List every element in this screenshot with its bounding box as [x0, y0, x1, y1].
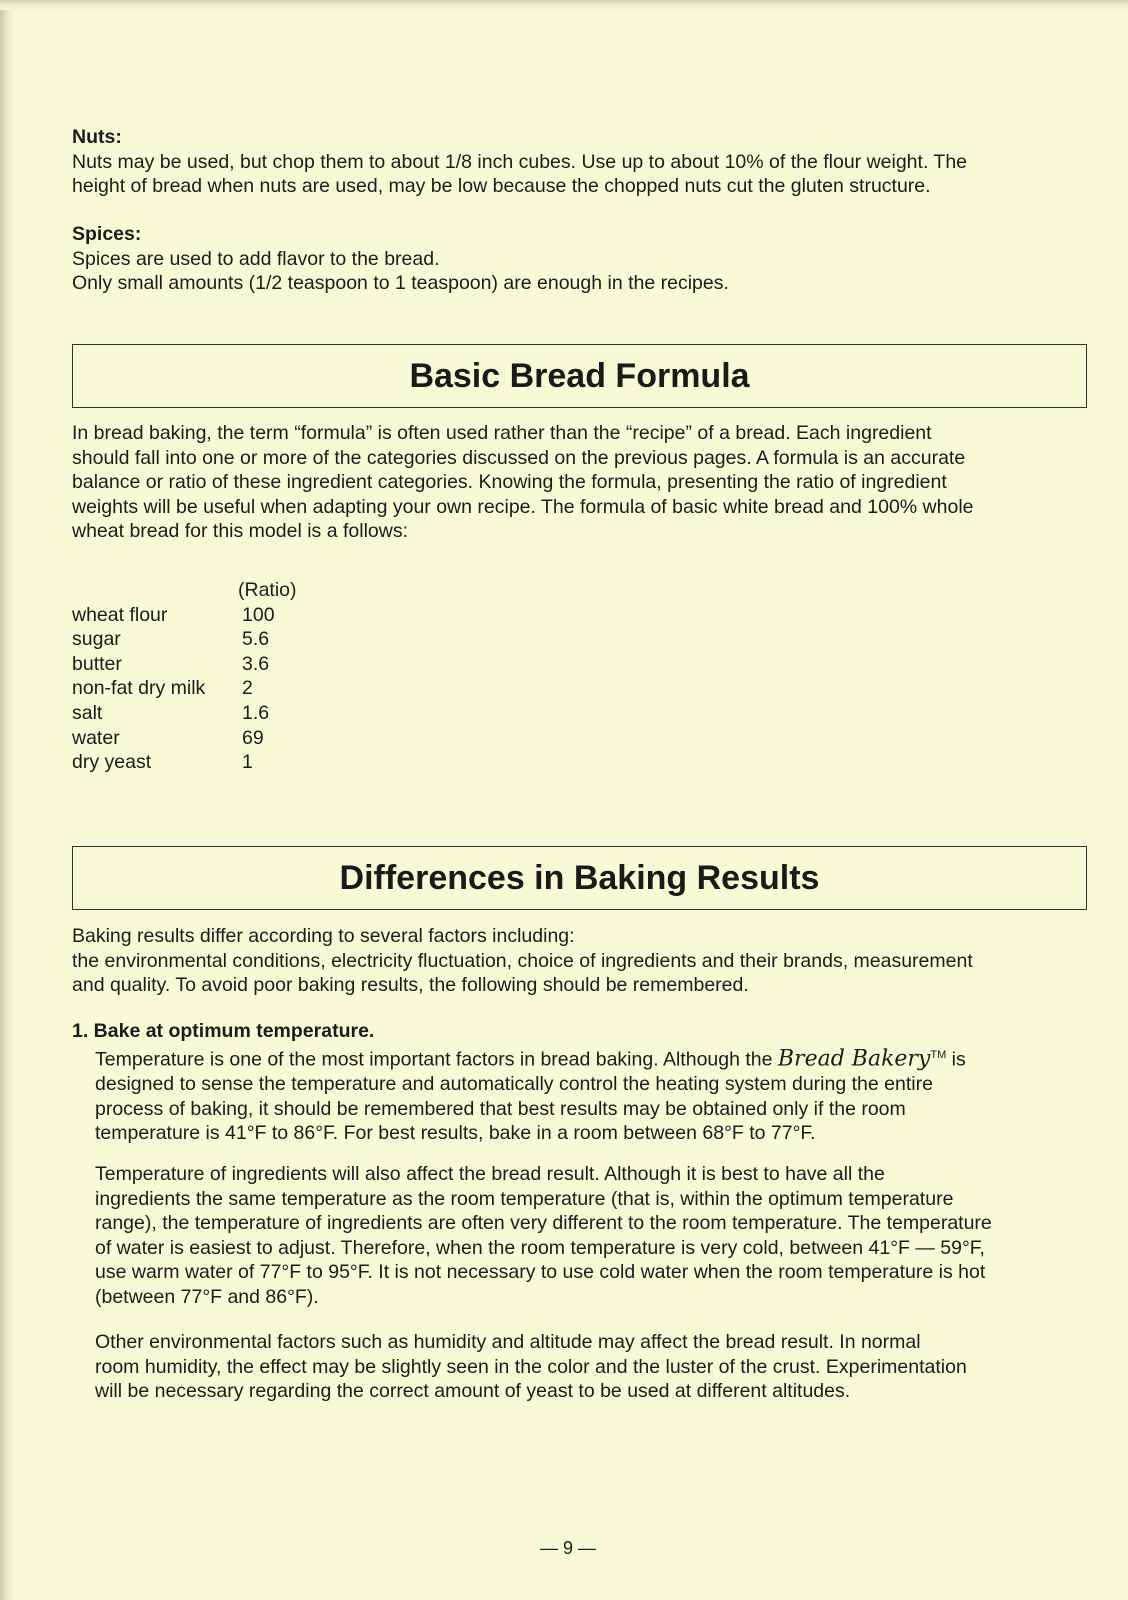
formula-line: weights will be useful when adapting your own recipe. The formula of basic white bread and 100% whole: [72, 495, 974, 518]
ingredient-name: butter: [72, 652, 122, 675]
ratio-row: [72, 603, 312, 628]
item1-line: use warm water of 77°F to 95°F. It is not necessary to use cold water when the room temperature is hot: [95, 1261, 986, 1284]
page-edge-shadow: [0, 0, 14, 1600]
differences-title-box: [72, 846, 1087, 910]
brand-name: Bread Bakery: [777, 1046, 931, 1072]
ingredient-name: wheat flour: [72, 603, 168, 626]
trademark: TM: [930, 1049, 947, 1061]
formula-line: In bread baking, the term “formula” is often used rather than the “recipe” of a bread. Each ingredient: [72, 422, 932, 444]
formula-title: Basic Bread Formula: [409, 357, 750, 395]
item1-line: designed to sense the temperature and automatically control the heating system during the entire: [95, 1073, 933, 1096]
item1-line: of water is easiest to adjust. Therefore, when the room temperature is very cold, between 41°F — 59°F,: [95, 1236, 985, 1259]
ratio-row: [72, 627, 312, 652]
item1-paragraph-1: [95, 1043, 1075, 1146]
item1-line: room humidity, the effect may be slightly seen in the color and the luster of the crust. Experimentation: [95, 1355, 967, 1378]
nuts-line: Nuts may be used, but chop them to about 1/8 inch cubes. Use up to about 10% of the flour weight. The: [72, 150, 968, 173]
intro-line: the environmental conditions, electricity fluctuation, choice of ingredients and their brands, measurement: [72, 949, 973, 972]
spices-line: Spices are used to add flavor to the bread.: [72, 247, 440, 270]
ratio-row: [72, 701, 312, 726]
differences-intro: [72, 924, 1072, 998]
item1-line: (between 77°F and 86°F).: [95, 1285, 319, 1308]
item1-line: range), the temperature of ingredients are often very different to the room temperature. The temperature: [95, 1212, 992, 1235]
page-top-shadow: [0, 0, 1128, 10]
differences-title: Differences in Baking Results: [339, 859, 820, 897]
intro-line: and quality. To avoid poor baking results, the following should be remembered.: [72, 974, 749, 997]
item1-line: Temperature of ingredients will also affect the bread result. Although it is best to have all the: [95, 1163, 885, 1185]
formula-line: should fall into one or more of the categories discussed on the previous pages. A formula is an accurate: [72, 446, 966, 469]
ingredient-name: sugar: [72, 628, 121, 651]
ingredient-ratio: 1: [242, 751, 253, 774]
nuts-line: height of bread when nuts are used, may be low because the chopped nuts cut the gluten structure.: [72, 175, 931, 198]
ratio-row: [72, 750, 312, 775]
item1-line: temperature is 41°F to 86°F. For best results, bake in a room between 68°F to 77°F.: [95, 1122, 816, 1145]
ingredient-ratio: 100: [242, 603, 275, 626]
item1-paragraph-3: [95, 1330, 1075, 1404]
item1-first-line: Temperature is one of the most important factors in bread baking. Although the Bread Bakery™ is: [95, 1046, 966, 1072]
ratio-header: (Ratio): [238, 579, 297, 601]
ingredient-name: water: [72, 726, 120, 749]
ratio-row: [72, 676, 312, 701]
ingredient-ratio: 5.6: [242, 628, 270, 651]
intro-line: Baking results differ according to several factors including:: [72, 925, 575, 947]
nuts-section: [72, 125, 1072, 199]
page-number: — 9 —: [540, 1538, 597, 1558]
ingredient-ratio: 69: [242, 726, 264, 749]
item1-paragraph-2: [95, 1162, 1075, 1310]
ratio-table: [72, 578, 312, 775]
ingredient-ratio: 3.6: [242, 652, 270, 675]
item1-line: Other environmental factors such as humidity and altitude may affect the bread result. In normal: [95, 1331, 921, 1353]
item1-line: will be necessary regarding the correct amount of yeast to be used at different altitudes.: [95, 1380, 851, 1403]
ingredient-name: dry yeast: [72, 751, 152, 774]
nuts-heading: Nuts:: [72, 126, 122, 148]
formula-title-box: [72, 344, 1087, 408]
formula-line: balance or ratio of these ingredient categories. Knowing the formula, presenting the ratio of ingredient: [72, 471, 947, 494]
formula-paragraph: [72, 421, 1072, 544]
formula-line: wheat bread for this model is a follows:: [72, 520, 408, 543]
item1-line: ingredients the same temperature as the room temperature (that is, within the optimum temperature: [95, 1187, 954, 1210]
ingredient-name: salt: [72, 701, 103, 724]
ingredient-name: non-fat dry milk: [72, 677, 206, 700]
ratio-row: [72, 726, 312, 751]
spices-section: [72, 222, 1072, 296]
item1-line: process of baking, it should be remembered that best results may be obtained only if the room: [95, 1097, 906, 1120]
spices-heading: Spices:: [72, 223, 142, 245]
item1-heading: 1. Bake at optimum temperature.: [72, 1020, 375, 1042]
ingredient-ratio: 2: [242, 677, 253, 700]
ingredient-ratio: 1.6: [242, 701, 270, 724]
ratio-row: [72, 652, 312, 677]
spices-line: Only small amounts (1/2 teaspoon to 1 teaspoon) are enough in the recipes.: [72, 272, 729, 295]
